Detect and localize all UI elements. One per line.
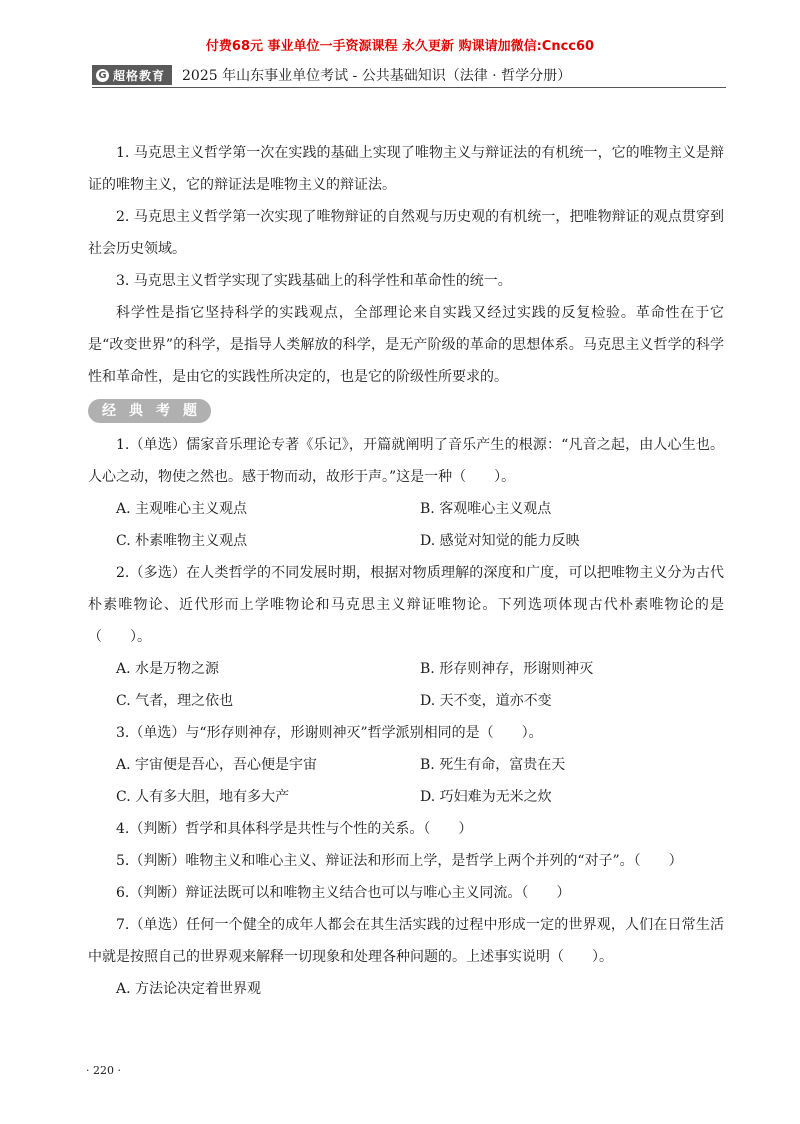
question-3-options-row-1 [88,749,724,781]
option-c: C. 人有多大胆，地有多大产 [116,789,290,805]
option-b: B. 死生有命，富贵在天 [420,757,566,773]
page-content [88,137,724,1005]
question-2-stem: 2.（多选）在人类哲学的不同发展时期，根据对物质理解的深度和广度，可以把唯物主义分为古代朴素唯物论、近代形而上学唯物论和马克思主义辩证唯物论。下列选项体现古代朴素唯物论的是（ ）。 [88,565,724,645]
point-3: 3. 马克思主义哲学实现了实践基础上的科学性和革命性的统一。 [116,273,512,289]
option-b: B. 客观唯心主义观点 [420,501,552,517]
question-4: 4.（判断）哲学和具体科学是共性与个性的关系。（ ） [116,821,473,837]
logo-text: 超格教育 [113,68,166,83]
question-7-options-row-1 [88,973,724,1005]
option-a: A. 水是万物之源 [116,661,220,677]
option-a: A. 主观唯心主义观点 [116,501,248,517]
option-c: C. 朴素唯物主义观点 [116,533,248,549]
question-1-stem: 1.（单选）儒家音乐理论专著《乐记》，开篇就阐明了音乐产生的根源：“凡音之起，由人心生也。人心之动，物使之然也。感于物而动，故形于声。”这是一种（ ）。 [88,437,724,485]
brand-logo [92,65,172,85]
page-header [92,63,726,88]
option-a: A. 方法论决定着世界观 [116,981,262,997]
question-7-stem: 7.（单选）任何一个健全的成年人都会在其生活实践的过程中形成一定的世界观，人们在日常生活中就是按照自己的世界观来解释一切现象和处理各种问题的。上述事实说明（ ）。 [88,917,724,965]
classic-questions-badge: 经 典 考 题 [88,399,211,423]
promo-banner: 付费68元 事业单位一手资源课程 永久更新 购课请加微信:Cncc60 [205,39,595,54]
option-d: D. 感觉对知觉的能力反映 [420,533,580,549]
question-2-options-row-1 [88,653,724,685]
option-d: D. 天不变，道亦不变 [420,693,552,709]
option-b: B. 形存则神存，形谢则神灭 [420,661,594,677]
option-d: D. 巧妇难为无米之炊 [420,789,552,805]
option-a: A. 宇宙便是吾心，吾心便是宇宙 [116,757,318,773]
page-number: · 220 · [86,1064,121,1077]
point-3-explanation: 科学性是指它坚持科学的实践观点，全部理论来自实践又经过实践的反复检验。革命性在于它是“改变世界”的科学，是指导人类解放的科学，是无产阶级的革命的思想体系。马克思主义哲学的科学性和革命性，是由它的实践性所决定的，也是它的阶级性所要求的。 [88,305,724,385]
question-3-options-row-2 [88,781,724,813]
point-1: 1. 马克思主义哲学第一次在实践的基础上实现了唯物主义与辩证法的有机统一，它的唯物主义是辩证的唯物主义，它的辩证法是唯物主义的辩证法。 [88,145,724,193]
section-heading [88,393,724,429]
point-2: 2. 马克思主义哲学第一次实现了唯物辩证的自然观与历史观的有机统一，把唯物辩证的观点贯穿到社会历史领域。 [88,209,724,257]
question-3-stem: 3.（单选）与“形存则神存，形谢则神灭”哲学派别相同的是（ ）。 [116,725,543,741]
header-title: 2025 年山东事业单位考试 - 公共基础知识（法律 · 哲学分册） [182,68,572,84]
question-1-options-row-1 [88,493,724,525]
question-6: 6.（判断）辩证法既可以和唯物主义结合也可以与唯心主义同流。（ ） [116,885,571,901]
question-2-options-row-2 [88,685,724,717]
question-5: 5.（判断）唯物主义和唯心主义、辩证法和形而上学，是哲学上两个并列的“对子”。（ ） [116,853,683,869]
logo-icon: G [96,69,109,82]
option-c: C. 气者，理之依也 [116,693,234,709]
question-1-options-row-2 [88,525,724,557]
